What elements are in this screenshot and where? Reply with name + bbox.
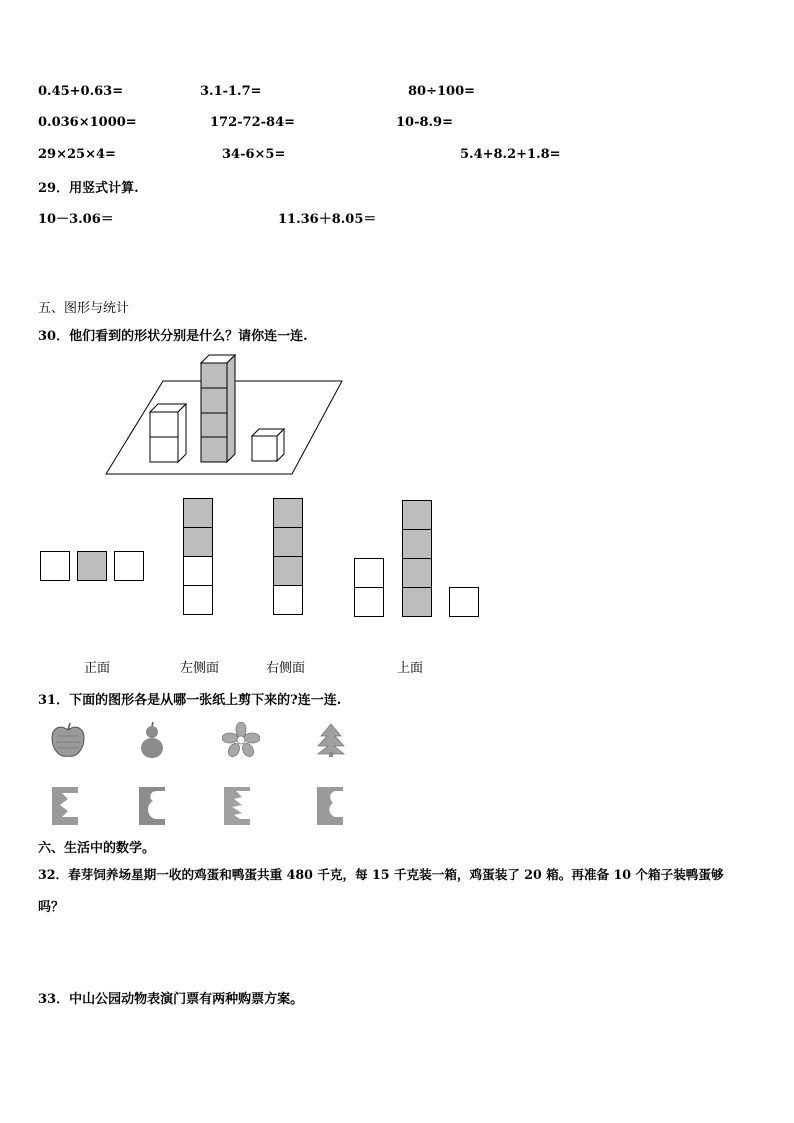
- view-option-square: [77, 551, 107, 581]
- question-32-text-cont: 吗？: [38, 900, 65, 915]
- view-option-square: [273, 498, 303, 528]
- apple-icon: [50, 722, 86, 760]
- view-option-square: [449, 587, 479, 617]
- calc-item: 5.4+8.2+1.8=: [460, 147, 561, 162]
- vertical-calc-item: 10－3.06＝: [38, 212, 114, 227]
- vertical-calc-item: 11.36＋8.05＝: [278, 212, 377, 227]
- view-label-front: 正面: [84, 661, 111, 676]
- pine-tree-icon: [315, 722, 347, 758]
- cube-arrangement-figure: [100, 350, 350, 480]
- view-option-square: [183, 498, 213, 528]
- view-label-right: 右侧面: [266, 661, 306, 676]
- section-5-title: 五、图形与统计: [38, 301, 130, 316]
- cut-paper-1: [50, 785, 80, 827]
- view-option-square: [354, 558, 384, 588]
- question-33-title: 33．中山公园动物表演门票有两种购票方案。: [38, 992, 304, 1007]
- view-option-square: [40, 551, 70, 581]
- question-30-title: 30．他们看到的形状分别是什么？请你连一连.: [38, 329, 308, 344]
- view-option-square: [183, 585, 213, 615]
- view-option-square: [183, 527, 213, 557]
- calc-item: 10-8.9=: [396, 115, 453, 130]
- cut-paper-2: [137, 785, 167, 827]
- view-label-top: 上面: [397, 661, 424, 676]
- calc-item: 34-6×5=: [222, 147, 286, 162]
- gourd-icon: [137, 722, 167, 760]
- view-option-square: [114, 551, 144, 581]
- view-option-square: [402, 558, 432, 588]
- calc-item: 3.1-1.7=: [200, 84, 262, 99]
- view-option-square: [402, 529, 432, 559]
- cut-paper-3: [222, 785, 252, 827]
- view-option-square: [273, 556, 303, 586]
- view-option-square: [402, 587, 432, 617]
- question-32-text: 32．春芽饲养场星期一收的鸡蛋和鸭蛋共重 480 千克，每 15 千克装一箱，鸡蛋装了 20 箱。再准备 10 个箱子装鸭蛋够: [38, 867, 724, 882]
- view-option-square: [273, 585, 303, 615]
- flower-icon: [222, 722, 260, 758]
- question-31-title: 31．下面的图形各是从哪一张纸上剪下来的?连一连.: [38, 693, 342, 708]
- view-option-square: [273, 527, 303, 557]
- view-option-square: [402, 500, 432, 530]
- view-option-square: [354, 587, 384, 617]
- section-6-title: 六、生活中的数学。: [38, 841, 156, 856]
- cut-paper-4: [315, 785, 345, 827]
- calc-item: 0.036×1000=: [38, 115, 137, 130]
- view-label-left: 左侧面: [180, 661, 220, 676]
- calc-item: 80÷100=: [408, 84, 476, 99]
- calc-item: 172-72-84=: [210, 115, 296, 130]
- calc-item: 0.45+0.63=: [38, 84, 124, 99]
- question-29-title: 29．用竖式计算.: [38, 181, 139, 196]
- calc-item: 29×25×4=: [38, 147, 116, 162]
- view-option-square: [183, 556, 213, 586]
